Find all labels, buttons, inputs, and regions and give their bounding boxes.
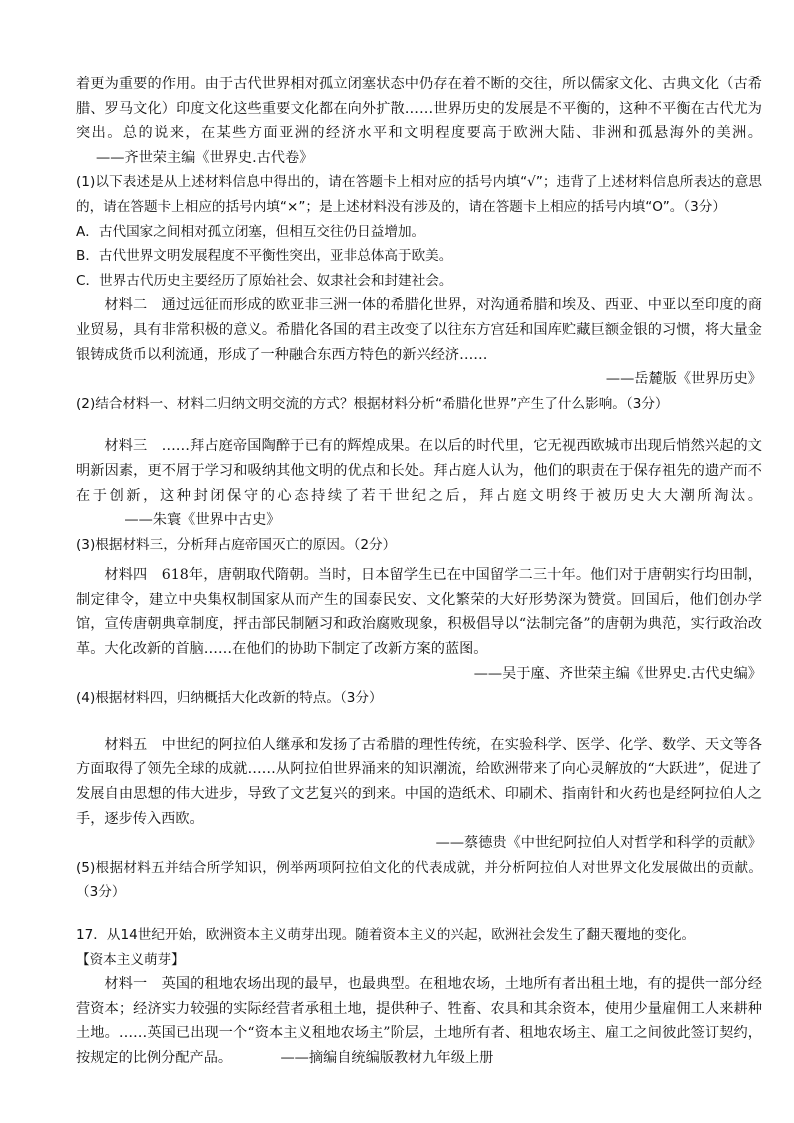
- question-17-material-one-text: 材料一 英国的租地农场出现的最早，也最典型。在租地农场，土地所有者出租土地，有的提供一部分经营资本；经济实力较强的实际经营者承租土地，提供种子、牲畜、农具和其余资本，使用少量雇佣工人来耕种土地。……英国已出现一个“资本主义租地农场主”阶层，土地所有者、租地农场主、雇工之间彼此签订契约，按规定的比例分配产品。: [76, 976, 762, 1066]
- question-1-option-b: B．古代世界文明发展程度不平衡性突出，亚非总体高于欧美。: [76, 248, 453, 265]
- material-three-text: 材料三 ……拜占庭帝国陶醉于已有的辉煌成果。在以后的时代里，它无视西欧城市出现后悄然兴起的文明新因素，更不屑于学习和吸纳其他文明的优点和长处。拜占庭人认为，他们的职责在于保存祖先的遗产而不在于创新，这种封闭保守的心态持续了若干世纪之后，拜占庭文明终于被历史大大潮所淘汰。: [76, 438, 762, 504]
- material-four-text: 材料四 618年，唐朝取代隋朝。当时，日本留学生已在中国留学二三十年。他们对于唐朝实行均田制，制定律令，建立中央集权制国家从而产生的国泰民安、文化繁荣的大好形势深为赞赏。回国后，他们创办学馆，宣传唐朝典章制度，抨击部民制陋习和政治腐败现象，积极倡导以“法制完备”的唐朝为典范，实行政治改革。大化改新的首脑……在他们的协助下制定了改新方案的蓝图。: [76, 567, 762, 658]
- question-1-option-a: A．古代国家之间相对孤立闭塞，但相互交往仍日益增加。: [76, 223, 426, 240]
- material-three-source: ——朱寰《世界中古史》: [124, 512, 281, 529]
- question-2: (2)结合材料一、材料二归纳文明交流的方式？根据材料分析“希腊化世界”产生了什么影响。（3分）: [76, 395, 669, 412]
- question-1-instruction: (1)以下表述是从上述材料信息中得出的，请在答题卡上相对应的括号内填“√”；违背了上述材料信息所表达的意思的，请在答题卡上相应的括号内填“×”；是上述材料没有涉及的，请在答题卡上相应的括号内填“O”。（3分）: [76, 174, 762, 215]
- material-five-source: ——蔡德贵《中世纪阿拉伯人对哲学和科学的贡献》: [435, 835, 762, 852]
- question-17-stem: 17．从14世纪开始，欧洲资本主义萌芽出现。随着资本主义的兴起，欧洲社会发生了翻天覆地的变化。: [76, 927, 696, 943]
- material-one-source: ——齐世荣主编《世界史.古代卷》: [96, 149, 314, 166]
- question-17-material-one-source: ——摘编自统编版教材九年级上册: [280, 1049, 494, 1066]
- material-one-continued: [76, 72, 762, 170]
- question-3: (3)根据材料三，分析拜占庭帝国灭亡的原因。（2分）: [76, 536, 397, 553]
- question-4: (4)根据材料四，归纳概括大化改新的特点。（3分）: [76, 690, 383, 707]
- material-two-source: ——岳麓版《世界历史》: [605, 371, 762, 388]
- question-5: (5)根据材料五并结合所学知识，例举两项阿拉伯文化的代表成就，并分析阿拉伯人对世界文化发展做出的贡献。（3分）: [76, 859, 762, 901]
- question-17-heading: 【资本主义萌芽】: [76, 951, 185, 968]
- material-five-text: 材料五 中世纪的阿拉伯人继承和发扬了古希腊的理性传统，在实验科学、医学、化学、数学、天文等各方面取得了领先全球的成就……从阿拉伯世界涌来的知识潮流，给欧洲带来了向心灵解放的“大跃进”，促进了发展自由思想的伟大进步，导致了文艺复兴的到来。中国的造纸术、印刷术、指南针和火药也是经阿拉伯人之手，逐步传入西欧。: [76, 736, 762, 827]
- material-two-text: 材料二 通过远征而形成的欧亚非三洲一体的希腊化世界，对沟通希腊和埃及、西亚、中亚以至印度的商业贸易，具有非常积极的意义。希腊化各国的君主改变了以往东方宫廷和国库贮藏巨额金银的习惯，将大量金银铸成货币以利流通，形成了一种融合东西方特色的新兴经济……: [76, 297, 762, 363]
- exam-page: [76, 72, 762, 1071]
- material-four-source: ——吴于廑、齐世荣主编《世界史.古代史编》: [473, 665, 762, 682]
- material-one-text: 着更为重要的作用。由于古代世界相对孤立闭塞状态中仍存在着不断的交往，所以儒家文化、古典文化（古希腊、罗马文化）印度文化这些重要文化都在向外扩散……世界历史的发展是不平衡的，这种不平衡在古代尤为突出。总的说来，在某些方面亚洲的经济水平和文明程度要高于欧洲大陆、非洲和孤悬海外的美洲。: [76, 76, 762, 142]
- question-1-option-c: C．世界古代历史主要经历了原始社会、奴隶社会和封建社会。: [76, 272, 453, 289]
- question-17-material-one: [76, 972, 762, 1070]
- material-three: [76, 434, 762, 532]
